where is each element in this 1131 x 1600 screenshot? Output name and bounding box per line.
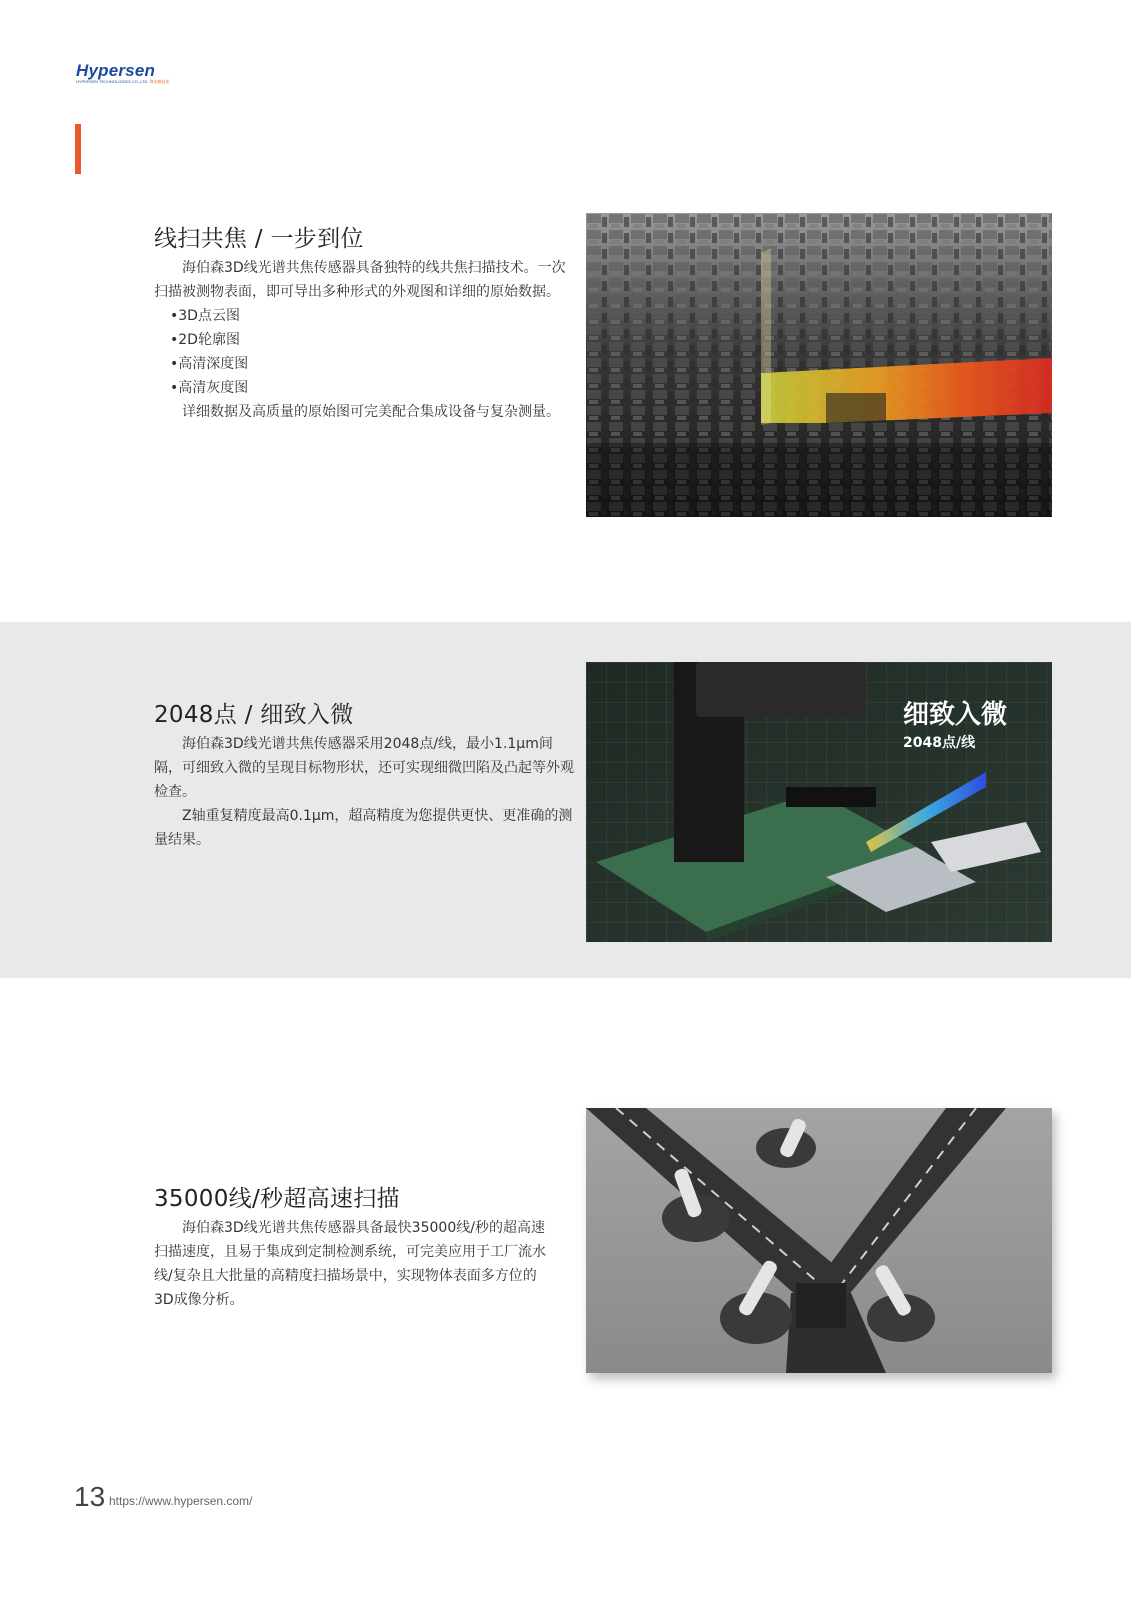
circuit-board-scan-image	[586, 213, 1052, 517]
website-link[interactable]: https://www.hypersen.com/	[109, 1494, 253, 1508]
logo-wordmark: Hypersen	[76, 61, 156, 80]
section-1-paragraph-2: 详细数据及高质量的原始图可完美配合集成设备与复杂测量。	[182, 404, 560, 420]
section-1-text	[154, 224, 579, 424]
bullet-item: • 高清深度图	[154, 352, 579, 376]
section-2-paragraph-1: 海伯森3D线光谱共焦传感器采用2048点/线，最小1.1μm间隔，可细致入微的呈现目标物形状，还可实现细微凹陷及凸起等外观检查。	[154, 736, 574, 800]
image-overlay-subtitle: 2048点/线	[903, 735, 976, 751]
logo-subtitle-en: HYPERSEN TECHNOLOGIES CO.,LTD.	[76, 79, 149, 84]
accent-bar	[75, 124, 81, 174]
page-number: 13	[74, 1481, 106, 1512]
image-overlay-title: 细致入微	[903, 700, 1008, 730]
section-1-title: 线扫共焦 / 一步到位	[154, 226, 364, 252]
section-1-paragraph-1: 海伯森3D线光谱共焦传感器具备独特的线共焦扫描技术。一次扫描被测物表面，即可导出多种形式的外观图和详细的原始数据。	[154, 260, 566, 300]
section-2-paragraph-2: Z轴重复精度最高0.1μm，超高精度为您提供更快、更准确的测量结果。	[154, 808, 573, 848]
section-3-paragraph-1: 海伯森3D线光谱共焦传感器具备最快35000线/秒的超高速扫描速度，且易于集成到定制检测系统，可完美应用于工厂流水线/复杂且大批量的高精度扫描场景中，实现物体表面多方位的3D成像分析。	[154, 1220, 546, 1308]
sensor-pcb-image	[586, 662, 1052, 942]
section-2-text	[154, 700, 574, 852]
section-2-title: 2048点 / 细致入微	[154, 702, 354, 728]
logo-subtitle	[76, 79, 176, 84]
logo-subtitle-cn: 海伯森技术	[149, 79, 170, 84]
bullet-item: • 高清灰度图	[154, 376, 579, 400]
section-3-title: 35000线/秒超高速扫描	[154, 1186, 400, 1212]
brand-logo	[76, 62, 176, 86]
robotic-conveyor-image	[586, 1108, 1052, 1373]
bullet-item: • 3D点云图	[154, 304, 579, 328]
section-3-text	[154, 1184, 554, 1312]
bullet-item: • 2D轮廓图	[154, 328, 579, 352]
section-1-bullet-list	[154, 304, 579, 400]
